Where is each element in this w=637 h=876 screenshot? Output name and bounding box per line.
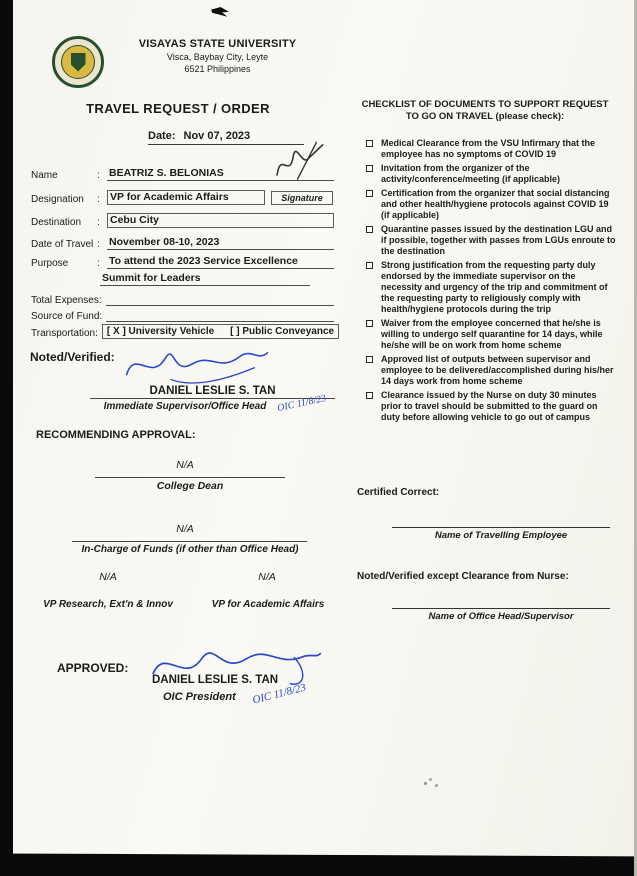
travel-date-row — [31, 233, 334, 250]
purpose-value-line1: To attend the 2023 Service Excellence — [107, 255, 334, 269]
purpose-value-line2: Summit for Leaders — [100, 272, 310, 286]
destination-label: Destination — [31, 217, 82, 228]
seal-inner-ring — [61, 45, 95, 79]
destination-value: Cebu City — [107, 213, 334, 228]
office-head-line-label: Name of Office Head/Supervisor — [428, 611, 574, 622]
date-row — [148, 130, 304, 145]
date-label: Date: — [148, 130, 176, 142]
approved-label: APPROVED: — [57, 661, 129, 675]
office-head-signature-line — [392, 608, 610, 609]
scan-edge-left — [0, 0, 13, 876]
checklist-item-text: Quarantine passes issued by the destination LGU and if possible, together with passes from LGUs enroute to the destination — [381, 224, 616, 256]
vp-research-title: VP Research, Ext'n & Innov — [43, 599, 173, 610]
purpose-label: Purpose — [31, 258, 69, 269]
colon: : — [97, 170, 100, 181]
travel-date-label: Date of Travel — [31, 239, 94, 250]
scan-artifact-mark — [210, 6, 229, 18]
funds-incharge-signature-line — [72, 541, 307, 542]
checkbox-icon[interactable] — [366, 320, 373, 327]
checklist-item — [360, 318, 616, 351]
checklist-item — [360, 188, 616, 221]
colon: : — [97, 239, 100, 250]
form-title: TRAVEL REQUEST / ORDER — [86, 101, 270, 116]
checklist-item — [360, 354, 616, 387]
checklist-item-text: Approved list of outputs between supervisor and employee to be delivered/accomplished during his/her 14 days work from home scheme — [381, 354, 614, 386]
transportation-option-university-vehicle: [ X ] University Vehicle — [106, 326, 215, 337]
scan-edge-bottom — [0, 852, 637, 876]
checklist-item-text: Certification from the organizer that social distancing and other health/hygiene protocols against COVID 19 (if applicable) — [381, 188, 610, 220]
name-row — [31, 164, 334, 181]
vp-research-value: N/A — [99, 571, 117, 583]
colon: : — [97, 258, 100, 269]
checklist — [360, 138, 616, 426]
checklist-item-text: Medical Clearance from the VSU Infirmary that the employee has no symptoms of COVID 19 — [381, 138, 596, 159]
approved-title: OIC President — [163, 691, 236, 703]
noted-name: DANIEL LESLIE S. TAN — [90, 385, 335, 399]
checklist-item — [360, 390, 616, 423]
checkbox-icon[interactable] — [366, 356, 373, 363]
college-dean-title: College Dean — [156, 480, 224, 492]
transportation-row — [31, 321, 334, 339]
checklist-item — [360, 260, 616, 315]
approved-name: DANIEL LESLIE S. TAN — [152, 674, 279, 686]
colon: : — [97, 194, 100, 205]
noted-oic-annotation: OIC 11/8/23 — [276, 392, 328, 415]
vsu-seal-logo — [52, 36, 104, 88]
college-dean-signature-line — [95, 477, 285, 478]
funds-incharge-value: N/A — [176, 523, 194, 535]
checklist-item-text: Strong justification from the requesting party duly endorsed by the immediate supervisor on the necessity and urgency of the trip and commitment of the requesting party to religiously comply with health/hygiene protocols during the trip — [381, 260, 608, 314]
destination-row — [31, 211, 334, 228]
university-address-line1: Visca, Baybay City, Leyte — [166, 52, 269, 62]
name-label: Name — [31, 170, 58, 181]
letterhead — [110, 38, 325, 74]
college-dean-value: N/A — [176, 459, 194, 471]
checkbox-icon[interactable] — [366, 140, 373, 147]
signature-caption: Signature — [271, 191, 333, 205]
checklist-title-line1: CHECKLIST OF DOCUMENTS TO SUPPORT REQUEST — [361, 99, 609, 110]
approved-oic-annotation: OIC 11/8/23 — [251, 681, 308, 707]
checklist-item — [360, 138, 616, 160]
certified-correct-label: Certified Correct: — [357, 487, 440, 498]
checklist-title-line2: TO GO ON TRAVEL (please check): — [405, 111, 565, 122]
checkbox-icon[interactable] — [366, 262, 373, 269]
travelling-employee-signature-line — [392, 527, 610, 528]
checkbox-icon[interactable] — [366, 392, 373, 399]
transportation-label: Transportation: — [31, 328, 98, 339]
noted-except-clearance-label: Noted/Verified except Clearance from Nurse: — [357, 571, 569, 582]
colon: : — [97, 217, 100, 228]
checkbox-icon[interactable] — [366, 226, 373, 233]
vp-academic-title: VP for Academic Affairs — [211, 599, 325, 610]
scan-speck-artifact — [424, 782, 427, 785]
checklist-item — [360, 163, 616, 185]
shield-icon — [71, 53, 86, 72]
transportation-options — [102, 324, 339, 339]
checklist-item — [360, 224, 616, 257]
funds-incharge-title: In-Charge of Funds (if other than Office Head) — [81, 544, 299, 555]
name-value: BEATRIZ S. BELONIAS — [107, 167, 334, 181]
total-expenses-label: Total Expenses: — [31, 295, 102, 306]
noted-verified-label: Noted/Verified: — [30, 350, 115, 364]
checklist-item-text: Invitation from the organizer of the activity/conference/meeting (if applicable) — [381, 163, 561, 184]
date-value: Nov 07, 2023 — [183, 130, 251, 142]
noted-name-block — [90, 385, 335, 399]
transportation-option-public-conveyance: [ ] Public Conveyance — [230, 326, 335, 337]
designation-value: VP for Academic Affairs — [107, 190, 265, 205]
source-of-fund-row — [31, 306, 334, 322]
checklist-item-text: Waiver from the employee concerned that he/she is willing to undergo self quarantine for 14 days, while he/she will be on work from home scheme — [381, 318, 603, 350]
university-name: VISAYAS STATE UNIVERSITY — [138, 38, 297, 50]
noted-title: Immediate Supervisor/Office Head — [103, 401, 267, 412]
university-address-line2: 6521 Philippines — [184, 64, 251, 74]
designation-label: Designation — [31, 194, 84, 205]
travel-date-value: November 08-10, 2023 — [107, 236, 334, 250]
checkbox-icon[interactable] — [366, 190, 373, 197]
travelling-employee-line-label: Name of Travelling Employee — [434, 530, 568, 541]
total-expenses-row — [31, 290, 334, 306]
designation-row — [31, 188, 334, 205]
recommending-approval-label: RECOMMENDING APPROVAL: — [36, 429, 196, 441]
checkbox-icon[interactable] — [366, 165, 373, 172]
purpose-row — [31, 252, 334, 269]
checklist-item-text: Clearance issued by the Nurse on duty 30 minutes prior to travel should be submitted to the guard on duty before allowing vehicle to go out of campus — [381, 390, 598, 422]
purpose-row-line2 — [100, 269, 310, 286]
total-expenses-blank-line — [106, 293, 334, 306]
vp-academic-value: N/A — [258, 571, 276, 583]
checklist-title — [356, 99, 614, 123]
source-of-fund-label: Source of Fund: — [31, 311, 103, 322]
